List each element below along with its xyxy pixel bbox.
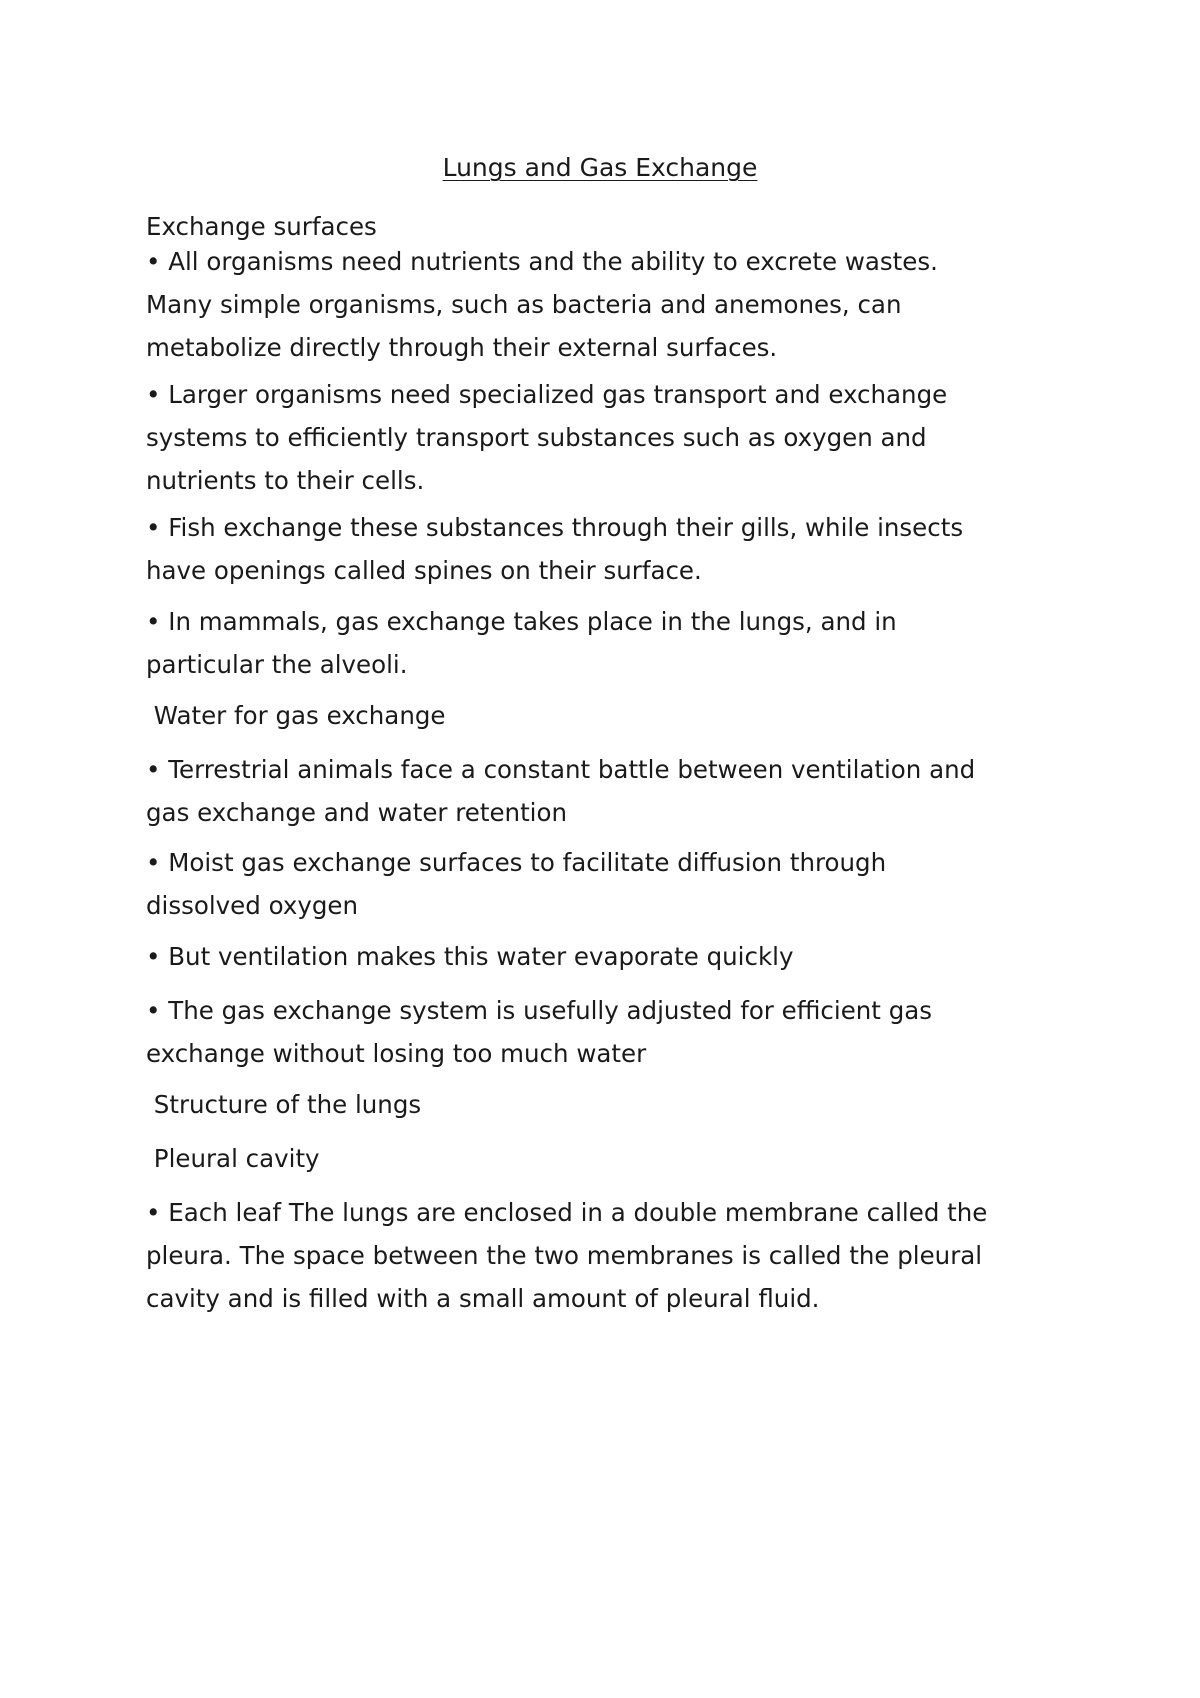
paragraph <box>146 748 1076 834</box>
section-heading-text: Pleural cavity <box>153 1144 320 1173</box>
text-line: nutrients to their cells. <box>146 466 425 495</box>
text-line: • The gas exchange system is usefully adjusted for efficient gas <box>146 996 933 1025</box>
text-line: • Each leaf The lungs are enclosed in a double membrane called the <box>146 1198 988 1227</box>
paragraph <box>146 841 1076 927</box>
paragraph <box>146 506 1076 592</box>
text-line: • But ventilation makes this water evaporate quickly <box>146 942 794 971</box>
text-line: particular the alveoli. <box>146 650 408 679</box>
section-heading <box>146 1137 1076 1180</box>
text-line: cavity and is filled with a small amount of pleural fluid. <box>146 1284 820 1313</box>
text-line: • Larger organisms need specialized gas transport and exchange <box>146 380 948 409</box>
text-line: dissolved oxygen <box>146 891 358 920</box>
paragraph <box>146 600 1076 686</box>
text-line: exchange without losing too much water <box>146 1039 647 1068</box>
paragraph <box>146 989 1076 1075</box>
text-line: systems to efficiently transport substances such as oxygen and <box>146 423 927 452</box>
document-title: Lungs and Gas Exchange <box>442 153 758 182</box>
text-line: • All organisms need nutrients and the ability to excrete wastes. <box>146 247 938 276</box>
text-line: • In mammals, gas exchange takes place in the lungs, and in <box>146 607 897 636</box>
paragraph <box>146 373 1076 502</box>
section-heading-text: Water for gas exchange <box>153 701 446 730</box>
text-line: • Terrestrial animals face a constant battle between ventilation and <box>146 755 976 784</box>
text-line: • Moist gas exchange surfaces to facilitate diffusion through <box>146 848 887 877</box>
section-heading-text: Structure of the lungs <box>153 1090 422 1119</box>
text-line: Many simple organisms, such as bacteria and anemones, can <box>146 290 902 319</box>
paragraph <box>146 240 1076 369</box>
text-line: gas exchange and water retention <box>146 798 567 827</box>
text-line: have openings called spines on their surface. <box>146 556 702 585</box>
section-heading: Exchange surfaces <box>146 212 377 241</box>
section-heading <box>146 1083 1076 1126</box>
paragraph <box>146 1191 1076 1320</box>
text-line: metabolize directly through their external surfaces. <box>146 333 778 362</box>
text-line: pleura. The space between the two membranes is called the pleural <box>146 1241 983 1270</box>
section-heading <box>146 694 1076 737</box>
text-line: • Fish exchange these substances through their gills, while insects <box>146 513 964 542</box>
paragraph <box>146 935 1076 978</box>
